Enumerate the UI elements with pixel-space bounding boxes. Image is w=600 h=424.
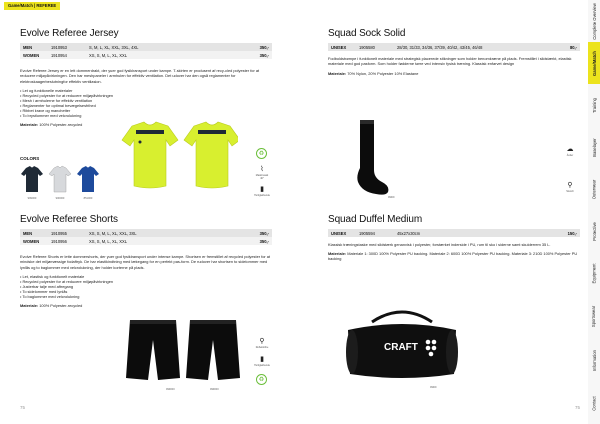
care-label: Reflekstribe [255, 346, 269, 349]
material-label: Materiale: [328, 70, 347, 76]
color-swatch-dark[interactable] [20, 165, 44, 195]
sidebar-item-baselayer[interactable] [588, 126, 600, 168]
price-cell: 350,- [242, 229, 272, 237]
product-title-socks: Squad Sock Solid [328, 28, 406, 39]
sidebar-item-label: Sportswear [591, 305, 597, 327]
sidebar-item-label: Training [591, 97, 597, 113]
care-label: Hurtigtørkende [254, 364, 270, 367]
shorts-back-image [186, 320, 240, 380]
article-cell: 1905594 [356, 229, 394, 237]
sidebar-item-label: Game/Match [591, 50, 597, 76]
list-item: • Ribbet krave og manchetter [20, 108, 71, 114]
product-title-jersey: Evolve Referee Jersey [20, 28, 119, 39]
price-cell: 350,- [242, 237, 272, 245]
material-shorts [20, 303, 272, 308]
material-label: Materiale: [328, 251, 347, 257]
price-cell: 80,- [550, 43, 580, 51]
care-item [562, 182, 578, 193]
page-number-right: 75 [574, 405, 580, 410]
colors-heading: COLORS [20, 156, 40, 161]
reflective-icon: ⚲ [259, 338, 265, 345]
price-cell: 350,- [242, 51, 272, 59]
list-item: • To sidelommer med lynlås [20, 289, 68, 295]
washing-icon: ⌇ [260, 166, 264, 173]
gender-cell: WOMEN [20, 237, 48, 245]
sidebar-item-label: Outerwear [591, 179, 597, 199]
price-cell: 350,- [242, 43, 272, 51]
article-cell: 1910954 [48, 51, 86, 59]
sidebar-item-training[interactable] [588, 84, 600, 126]
sidebar-item-label: Equipment [591, 262, 597, 284]
sidebar-item-equipment[interactable] [588, 252, 600, 294]
material-value: 70% Nylon, 20% Polyester 10% Elastane [347, 70, 419, 76]
list-item: • To brystlommer med velcrolukning [20, 113, 82, 119]
article-cell: 1910956 [48, 237, 86, 245]
table-row [328, 229, 580, 237]
gender-cell: MEN [20, 229, 48, 237]
sidebar-item-label: Contact [591, 395, 597, 411]
list-item: • To baglommer med velcrolukning [20, 294, 80, 300]
craft-logo-text: CRAFT [384, 342, 418, 353]
sidebar-item-label: Protective [591, 221, 597, 241]
gender-cell: UNISEX [328, 229, 356, 237]
shorts-images [124, 318, 244, 386]
product-title-shorts: Evolve Referee Shorts [20, 214, 118, 225]
spec-table-socks [328, 43, 580, 51]
product-description-socks: Fodboldstrømpe i funktionelt materiale med strategisk placerede stikninger som holder benomkræne på plads. Fremstillet i slidstærkt, elastisk materiale med god pasform. Som holder fødderne tørre ved intensiv fysisk træning. Klassisk enfarvet design [328, 56, 572, 67]
product-description-shorts: Evolve Referee Shorts er lette dommershorts, der yuer god fysiklransport under intense kampe. Shortsen er fremstillet af recycled polyester for at mindske det miljømæssige fodaftryk. De har elastikindtning med lækegang for en perfekt pas-form. De rudover har shortsen to sidelommer med lynlås og to baglommer med velcrolukning, der holder korterne på plads. [20, 254, 270, 270]
product-title-bag: Squad Duffel Medium [328, 214, 423, 225]
list-item: • Let og funktionelle materialer [20, 88, 73, 94]
list-item: • Mesh i armhulerne for effektiv ventilation [20, 98, 93, 104]
table-row [20, 51, 272, 59]
gender-cell: MEN [20, 43, 48, 51]
care-item [254, 356, 270, 367]
material-value: 100% Polyester-recycled [39, 303, 83, 309]
quickdry-icon: ▮ [260, 186, 264, 193]
product-code: 999000 [166, 388, 175, 391]
feature-list-shorts [20, 274, 272, 299]
sidebar-item-game-match[interactable] [588, 42, 600, 84]
sizes-cell: 45x27x30cm [394, 229, 550, 237]
recycled-icon: ♻ [256, 148, 267, 159]
duffel-bag-image [342, 300, 462, 384]
sock-image [338, 118, 398, 198]
price-cell: 150,- [550, 229, 580, 237]
care-item [254, 338, 270, 349]
swatch-code: 900000 [55, 197, 65, 200]
material-bag [328, 251, 580, 261]
care-label: Ånder [566, 154, 574, 157]
sidebar-item-protective[interactable] [588, 210, 600, 252]
table-row [20, 229, 272, 237]
cloud-icon: ☁ [566, 146, 574, 153]
jersey-front-image [122, 122, 178, 188]
gender-cell: UNISEX [328, 43, 356, 51]
section-sidebar [588, 0, 600, 424]
product-jersey [20, 28, 272, 127]
spec-table-bag [328, 229, 580, 237]
sidebar-item-complete-overview[interactable] [588, 0, 600, 42]
jersey-back-image [184, 122, 238, 188]
list-item: • Justerbar talje med aftregang [20, 284, 74, 290]
care-label: Maskinvask 40° [255, 174, 269, 180]
care-label: Stretch [566, 190, 574, 193]
care-item [562, 146, 578, 157]
feature-list-jersey [20, 88, 272, 118]
jersey-images [118, 120, 238, 200]
material-socks [328, 71, 580, 76]
product-description-bag: Klassisk træningstaske med slidstærk genanvisk i polyester, forstærket inderside i PU, rum til sko i siderne samt skulderrem 35 L. [328, 242, 551, 247]
sidebar-item-label: Baselayer [591, 137, 597, 157]
product-shorts [20, 214, 272, 308]
color-swatch-blue[interactable] [76, 165, 100, 195]
recycled-icon: ♻ [256, 374, 267, 385]
product-socks [328, 28, 580, 76]
stretch-icon: ⚲ [567, 182, 573, 189]
list-item: • Reglamenter for optimal bevægelsesfrihed [20, 103, 96, 109]
list-item: • Recycled polyester for at reducere miljøpåvirkningen [20, 93, 114, 99]
sidebar-item-information[interactable] [588, 338, 600, 382]
sizes-cell: XS, S, M, L, XL, XXL, 3XL [86, 229, 242, 237]
sizes-cell: S, M, L, XL, XXL, 3XL, 4XL [86, 43, 242, 51]
table-row [328, 43, 580, 51]
product-bag [328, 214, 580, 261]
care-item [254, 186, 270, 197]
product-code: 999000 [210, 388, 219, 391]
sizes-cell: 28/30, 31/33, 34/36, 37/39, 40/42, 43/45, 46/48 [394, 43, 550, 51]
sidebar-item-outerwear[interactable] [588, 168, 600, 210]
sidebar-item-label: Information [591, 349, 597, 371]
list-item: • Recycled polyester for at reducere miljøpåvirkningen [20, 279, 114, 285]
material-label: Materiale: [20, 303, 39, 309]
swatch-code: 999000 [27, 197, 37, 200]
swatch-code: 851000 [83, 197, 93, 200]
table-row [20, 43, 272, 51]
article-cell: 1910953 [48, 43, 86, 51]
article-cell: 1910955 [48, 229, 86, 237]
sizes-cell: XS, S, M, L, XL, XXL [86, 51, 242, 59]
product-description-jersey: Evolve Referee Jersey er en lett dommerdrakt, der yuer god fysiklransport under kampe. T-skirten er produsent af recy-cled polyester for at reducere miljøpåvirkningen. Den har meshpaneler i armhulen for effektiv ventilation. Det udover har den også reglamenter for elektroskaagerbeslutningfor effektiv ventilasion. [20, 68, 260, 84]
material-value: 100% Polyester-recycled [39, 122, 83, 128]
product-code: 999/9 [388, 196, 395, 199]
sidebar-item-contact[interactable] [588, 382, 600, 424]
quickdry-icon: ▮ [260, 356, 264, 363]
page-number-left: 75 [20, 405, 26, 410]
gender-cell: WOMEN [20, 51, 48, 59]
list-item: • Let, elastisk og funktionelt materiale [20, 274, 85, 280]
sizes-cell: XS, S, M, L, XL, XXL [86, 237, 242, 245]
article-cell: 1905580 [356, 43, 394, 51]
spec-table-shorts [20, 229, 272, 245]
sidebar-item-sportswear[interactable] [588, 294, 600, 338]
spec-table-jersey [20, 43, 272, 59]
table-row [20, 237, 272, 245]
shorts-front-image [126, 320, 180, 380]
care-item [254, 166, 270, 180]
material-value: Materiale 1: 300D 100% Polyester PU backing. Materiale 2: 600D 100% Polyester PU backing. Materiale 3: 210D 100% Polyester PU backing [328, 251, 578, 262]
right-page [300, 0, 588, 424]
sidebar-item-label: Complete Overview [591, 2, 597, 40]
section-tag: Game/Match | REFEREE [4, 2, 60, 10]
care-label: Hurtigtørkende [254, 194, 270, 197]
material-label: Materiale: [20, 122, 39, 128]
product-code: 999/9 [430, 386, 437, 389]
color-swatch-grey[interactable] [48, 165, 72, 195]
